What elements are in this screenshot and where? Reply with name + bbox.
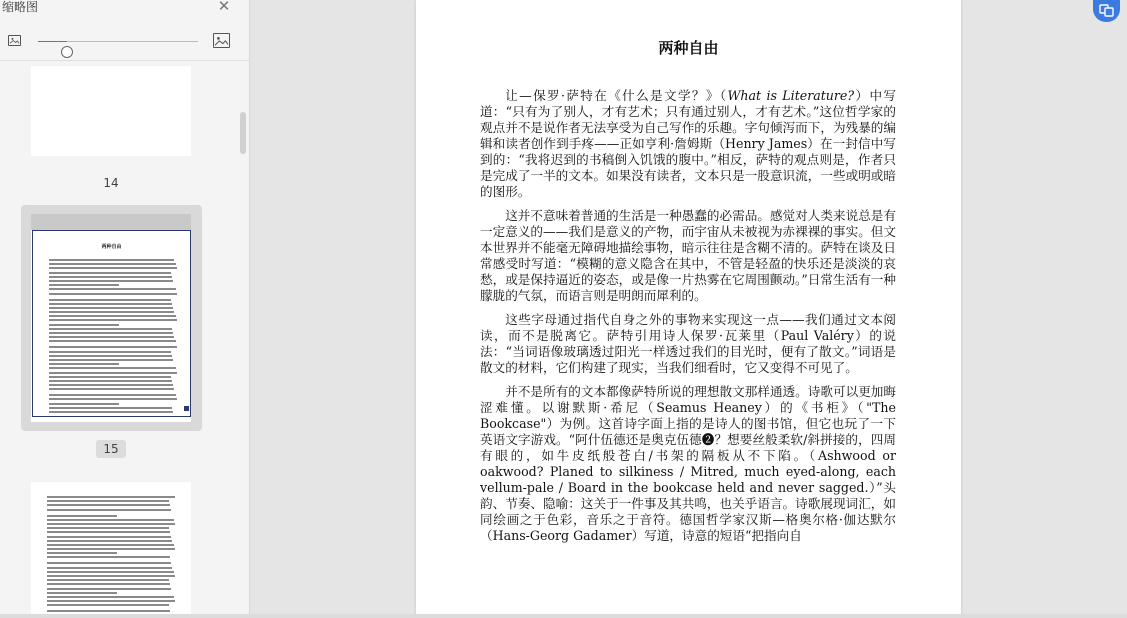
thumbnail-line <box>47 496 175 498</box>
thumbnail-line <box>47 519 174 521</box>
close-icon[interactable]: ✕ <box>217 0 231 15</box>
thumbnail-line <box>47 575 175 577</box>
thumbnail-line <box>47 579 169 581</box>
thumbnail-line <box>49 299 171 301</box>
bottom-edge <box>0 614 1127 618</box>
slider-fill <box>38 41 67 42</box>
paragraph: 这些字母通过指代自身之外的事物来实现这一点——我们通过文本阅读，而不是脱离它。萨特引用诗人保罗·瓦莱里（Paul Valéry）的说法：“当词语像玻璃透过阳光一样透过我们的目光时，便有了散文。”词语是散文的材料，它们构建了现实，当我们细看时，它又变得不可见了。 <box>480 312 896 375</box>
thumbnail-scrollbar[interactable] <box>240 112 246 154</box>
thumbnail-line <box>47 583 170 585</box>
thumbnail-size-slider[interactable] <box>38 41 198 42</box>
divider <box>0 60 250 61</box>
thumbnail-text-lines <box>49 259 177 415</box>
thumbnail-line <box>49 319 177 321</box>
thumbnail-line <box>47 567 172 569</box>
small-image-icon[interactable] <box>8 35 21 46</box>
thumbnail-line <box>47 548 175 550</box>
thumbnail-line <box>47 509 171 511</box>
thumbnail-line <box>49 407 172 409</box>
thumbnail-line <box>49 276 172 278</box>
thumbnail-line <box>49 324 119 326</box>
page-thumbnail-15[interactable] <box>31 214 191 422</box>
thumbnail-line <box>49 303 172 305</box>
thumbnail-line <box>49 411 173 413</box>
document-viewport[interactable] <box>251 0 1127 618</box>
thumbnail-text-lines <box>47 496 175 618</box>
thumbnail-line <box>49 363 119 365</box>
thumbnail-line <box>49 388 174 390</box>
thumbnail-line <box>47 596 174 598</box>
document-page <box>416 0 961 618</box>
thumbnail-line <box>47 552 117 554</box>
thumbnail-size-toolbar <box>0 30 250 54</box>
thumbnail-corner-mark <box>184 406 189 411</box>
thumbnail-line <box>47 536 171 538</box>
page-body <box>480 88 896 552</box>
thumbnail-line <box>49 284 119 286</box>
thumbnail-top-band <box>31 214 191 230</box>
thumbnail-line <box>49 398 177 400</box>
thumbnail-line <box>49 315 176 317</box>
thumbnail-page-content <box>32 230 191 417</box>
thumbnail-line <box>47 527 169 529</box>
thumbnail-line <box>47 504 170 506</box>
slider-thumb[interactable] <box>61 46 73 58</box>
panel-title: 缩略图 <box>2 0 39 14</box>
thumbnail-line <box>47 562 171 564</box>
thumbnail-line <box>49 272 171 274</box>
thumbnail-line <box>49 376 171 378</box>
thumbnail-line <box>47 500 169 502</box>
thumbnail-line <box>47 592 117 594</box>
thumbnail-line <box>49 367 176 369</box>
thumbnail-line <box>47 540 172 542</box>
page-number-label: 14 <box>103 176 119 190</box>
thumbnail-line <box>47 515 117 517</box>
thumbnail-panel-header <box>0 0 250 18</box>
thumbnail-line <box>49 346 177 348</box>
thumbnail-panel <box>0 0 250 618</box>
thumbnail-line <box>49 280 173 282</box>
paragraph: 并不是所有的文本都像萨特所说的理想散文那样通透。诗歌可以更加晦涩难懂。以谢默斯·希尼（Seamus Heaney）的《书柜》（"The Bookcase"）为例。这首诗字面上指的是诗人的图书馆，但它也玩了一下英语文字游戏。“阿什伍德还是奥克伍德❷？想要丝般柔软/斜拼接的，四周有眼的，如牛皮纸般苍白/书架的隔板从不下陷。（Ashwood or oakwood? Planed to silkiness / Mitred, much eyed-along, each vellum-pale / Board in the bookcase held and never sagged.）”头韵、节奏、隐喻：这关于一件事及其共鸣，也关乎语言。诗歌展现词汇，如同绘画之于色彩，音乐之于音符。德国哲学家汉斯—格奥尔格·伽达默尔（Hans-Georg Gadamer）写道，诗意的短语“把指向自 <box>480 384 896 543</box>
thumbnail-line <box>49 372 177 374</box>
thumbnail-line <box>49 355 172 357</box>
page-thumbnail-14[interactable] <box>31 66 191 156</box>
book-title: What is Literature? <box>727 88 855 103</box>
thumbnail-line <box>47 556 170 558</box>
thumbnail-line <box>49 351 171 353</box>
thumbnail-line <box>49 263 176 265</box>
thumbnail-title: 两种自由 <box>101 244 122 250</box>
thumbnail-line <box>49 384 173 386</box>
thumbnail-line <box>47 531 170 533</box>
large-image-icon[interactable] <box>213 33 230 48</box>
paragraph: 这并不意味着普通的生活是一种愚蠢的必需品。感觉对人类来说总是有一定意义的——我们是意义的产物，而宇宙从未被视为赤裸裸的事实。但文本世界并不能毫无障碍地描绘事物，暗示往往是含糊不清的。萨特在谈及日常感受时写道：“模糊的意义隐含在其中，不管是轻盈的快乐还是淡淡的哀愁，或是保持逼近的姿态，或是像一片热雾在它周围颤动。”日常生活有一种朦胧的气氛，而语言则是明朗而犀利的。 <box>480 208 896 303</box>
thumbnail-line <box>49 267 177 269</box>
paragraph: 让—保罗·萨特在《什么是文学？》（What is Literature?）中写道：“只有为了别人，才有艺术；只有通过别人，才有艺术。”这位哲学家的观点并不是说作者无法享受为自己写作的乐趣。字句倾泻而下，为残暴的编辑和读者创作到手疼——正如亨利·詹姆斯（Henry James）在一封信中写到的：“我将迟到的书稿倒入饥饿的腹中。”相反，萨特的观点则是，作者只是完成了一半的文本。如果没有读者，文本只是一股意识流，一些或明或暗的图形。 <box>480 88 896 199</box>
thumbnail-line <box>47 571 174 573</box>
thumbnail-line <box>47 604 169 606</box>
thumbnail-line <box>47 588 171 590</box>
thumbnail-line <box>49 340 176 342</box>
thumbnail-line <box>47 600 175 602</box>
thumbnail-line <box>49 328 172 330</box>
thumbnail-line <box>49 293 177 295</box>
thumbnail-line <box>49 394 176 396</box>
thumbnail-line <box>49 403 119 405</box>
thumbnail-line <box>49 332 173 334</box>
thumbnail-line <box>49 336 174 338</box>
thumbnail-line <box>47 523 175 525</box>
thumbnail-line <box>49 359 173 361</box>
page-title: 两种自由 <box>658 39 719 57</box>
thumbnail-line <box>49 307 173 309</box>
thumbnail-line <box>49 259 174 261</box>
thumbnail-line <box>49 380 172 382</box>
page-thumbnail-16[interactable] <box>31 482 191 618</box>
thumbnail-line <box>47 610 170 612</box>
thumbnail-line <box>47 544 174 546</box>
thumbnail-line <box>49 311 174 313</box>
thumbnail-line <box>49 288 176 290</box>
page-number-badge: 15 <box>96 440 126 458</box>
